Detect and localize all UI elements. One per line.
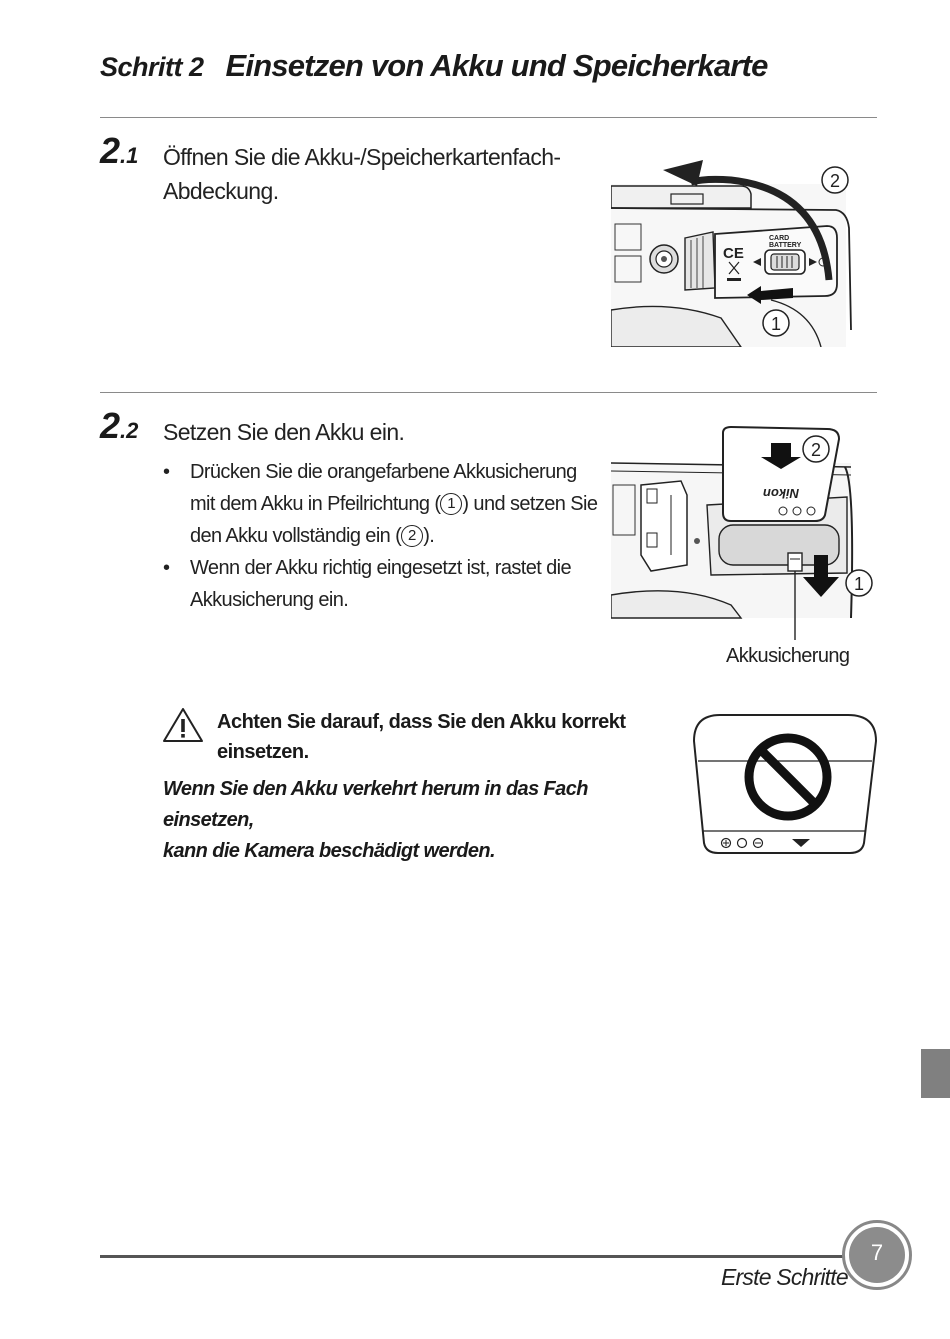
step-2-1-text: Öffnen Sie die Akku-/Speicherkartenfach- Abdeckung.: [163, 144, 561, 204]
step-2-2-text: Setzen Sie den Akku ein.: [163, 419, 405, 445]
warning-title: Achten Sie darauf, dass Sie den Akku korrekt einsetzen.: [217, 711, 626, 763]
card-label: CARD: [769, 235, 790, 242]
insert-battery-illustration: [611, 425, 881, 640]
page-title: [100, 48, 768, 84]
list-item: • Drücken Sie die orangefarbene Akkusicherung mit dem Akku in Pfeilrichtung ( 1 ) und setzen Sie den Akku vollständig ein ( 2 ).: [163, 456, 603, 552]
wrong-orientation-illustration: [688, 711, 880, 857]
divider: [100, 117, 877, 118]
svg-text:2: 2: [829, 171, 841, 191]
step-label: Schritt 2: [100, 52, 204, 82]
divider: [100, 392, 877, 393]
list-item: • Wenn der Akku richtig eingesetzt ist, rastet die Akkusicherung ein.: [163, 552, 603, 616]
page-heading: Einsetzen von Akku und Speicherkarte: [225, 48, 768, 83]
step-number-2-1: 2.1: [100, 130, 139, 171]
battery-label: BATTERY: [769, 242, 802, 249]
section-tab-marker: [921, 1049, 950, 1098]
section-name: Erste Schritte: [721, 1264, 848, 1290]
bullet-icon: •: [163, 461, 170, 483]
svg-text:CE: CE: [723, 245, 744, 262]
warning-triangle-icon: [162, 707, 204, 743]
page-number: 7: [849, 1227, 905, 1283]
svg-text:1: 1: [853, 574, 865, 594]
svg-text:1: 1: [770, 314, 782, 334]
warning-body: Wenn Sie den Akku verkehrt herum in das Fach einsetzen, kann die Kamera beschädigt werden.: [163, 778, 588, 862]
circled-number-icon: 2: [401, 525, 423, 547]
footer-divider: [100, 1255, 862, 1258]
circled-number-icon: 1: [440, 493, 462, 515]
page-number-badge: [842, 1220, 912, 1290]
open-cover-illustration: [611, 150, 856, 347]
open-arrow-icon: [663, 160, 703, 186]
step-number-2-2: 2.2: [100, 405, 139, 446]
instruction-list: [163, 456, 603, 616]
figure-caption: Akkusicherung: [726, 645, 850, 667]
battery-brand: Nikon: [762, 486, 800, 501]
bullet-icon: •: [163, 557, 170, 579]
svg-text:2: 2: [810, 440, 822, 460]
